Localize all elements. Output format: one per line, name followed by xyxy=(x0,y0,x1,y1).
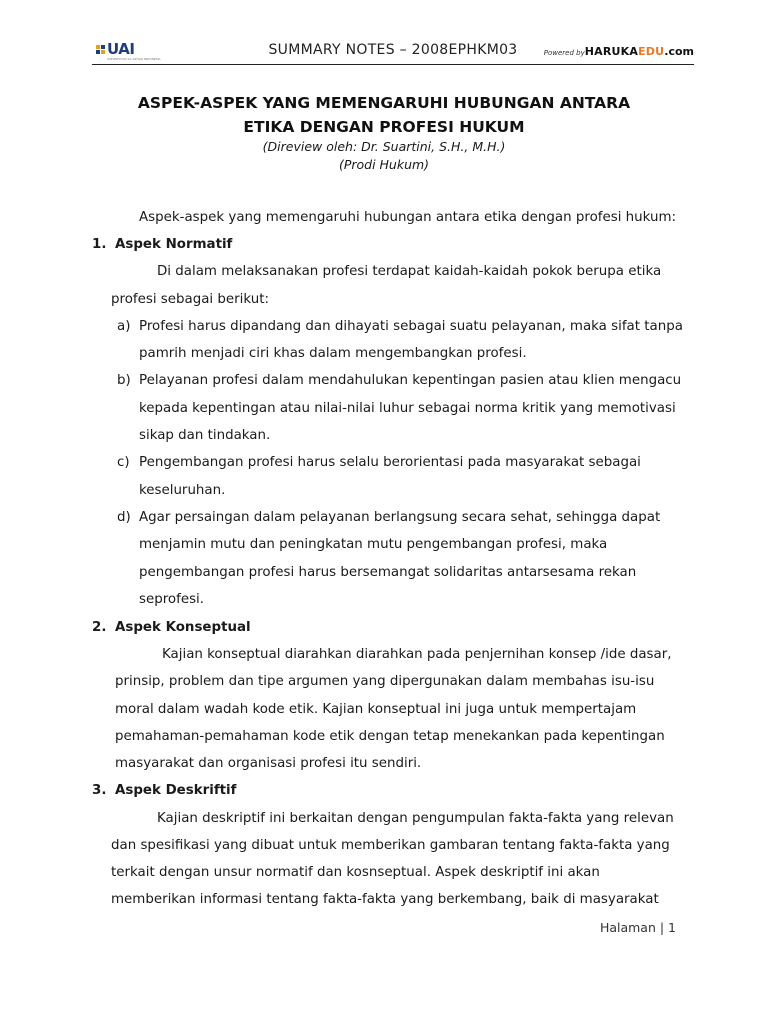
brand-com: .com xyxy=(664,45,694,58)
section-1-heading: Aspek Normatif xyxy=(115,237,233,252)
section-1-number: 1. xyxy=(92,237,107,252)
list-marker: c) xyxy=(117,455,130,470)
section-2-number: 2. xyxy=(92,620,107,635)
list-item-line: kepada kepentingan atau nilai-nilai luhur sebagai norma kritik yang memotivasi xyxy=(139,401,676,416)
section-2-line: Kajian konseptual diarahkan diarahkan pada penjernihan konsep /ide dasar, xyxy=(162,647,672,662)
section-3-number: 3. xyxy=(92,783,107,798)
powered-by-label: Powered by xyxy=(543,49,585,57)
section-2-line: masyarakat dan organisasi profesi itu sendiri. xyxy=(115,756,422,771)
page-number: Halaman | 1 xyxy=(599,920,676,935)
section-2-line: moral dalam wadah kode etik. Kajian konseptual ini juga untuk mempertajam xyxy=(115,702,637,717)
list-item-line: pamrih menjadi ciri khas dalam mengembangkan profesi. xyxy=(139,346,527,361)
section-3-line: terkait dengan unsur normatif dan kosnseptual. Aspek deskriptif ini akan xyxy=(111,865,600,880)
list-item-line: pengembangan profesi harus bersemangat solidaritas antarsesama rekan xyxy=(139,565,637,580)
list-item-line: keseluruhan. xyxy=(139,483,226,498)
powered-by-harukaedu xyxy=(544,45,694,58)
prodi-label: (Prodi Hukum) xyxy=(338,157,430,172)
section-3-heading: Aspek Deskriftif xyxy=(115,783,237,798)
list-item-line: Pelayanan profesi dalam mendahulukan kepentingan pasien atau klien mengacu xyxy=(139,373,682,388)
intro-paragraph: Aspek-aspek yang memengaruhi hubungan antara etika dengan profesi hukum: xyxy=(139,210,677,225)
list-item-line: Profesi harus dipandang dan dihayati sebagai suatu pelayanan, maka sifat tanpa xyxy=(139,319,683,334)
document-title-line-1: ASPEK-ASPEK YANG MEMENGARUHI HUBUNGAN ANTARA xyxy=(137,94,631,112)
list-item-line: seprofesi. xyxy=(139,592,205,607)
list-item-line: Agar persaingan dalam pelayanan berlangsung secara sehat, sehingga dapat xyxy=(139,510,661,525)
logo-subtext: UNIVERSITAS AL AZHAR INDONESIA xyxy=(107,57,161,61)
section-3-line: dan spesifikasi yang dibuat untuk memberikan gambaran tentang fakta-fakta yang xyxy=(111,838,670,853)
list-marker: a) xyxy=(117,319,131,334)
document-title-line-2: ETIKA DENGAN PROFESI HUKUM xyxy=(243,118,525,136)
list-item-line: menjamin mutu dan peningkatan mutu pengembangan profesi, maka xyxy=(139,537,608,552)
page-header xyxy=(92,40,694,64)
section-2-heading: Aspek Konseptual xyxy=(115,620,251,635)
section-1-line: Di dalam melaksanakan profesi terdapat kaidah-kaidah pokok berupa etika xyxy=(157,264,662,279)
brand-edu: EDU xyxy=(638,45,665,58)
logo-text: UAI xyxy=(107,40,135,58)
list-marker: d) xyxy=(117,510,131,525)
section-3-line: Kajian deskriptif ini berkaitan dengan pengumpulan fakta-fakta yang relevan xyxy=(157,811,674,826)
section-3-line: memberikan informasi tentang fakta-fakta yang berkembang, baik di masyarakat xyxy=(111,892,659,907)
brand-haruka: HARUKA xyxy=(584,45,639,58)
list-marker: b) xyxy=(117,373,131,388)
list-item-line: sikap dan tindakan. xyxy=(139,428,271,443)
section-2-line: pemahaman-pemahaman kode etik dengan tetap menekankan pada kepentingan xyxy=(115,729,665,744)
header-doc-title: SUMMARY NOTES – 2008EPHKM03 xyxy=(268,42,518,58)
reviewer-credit: (Direview oleh: Dr. Suartini, S.H., M.H.) xyxy=(262,139,506,154)
header-divider xyxy=(92,64,694,65)
list-item-line: Pengembangan profesi harus selalu berorientasi pada masyarakat sebagai xyxy=(139,455,641,470)
section-1-line: profesi sebagai berikut: xyxy=(111,292,269,307)
section-2-line: prinsip, problem dan tipe argumen yang dipergunakan dalam membahas isu-isu xyxy=(115,674,655,689)
